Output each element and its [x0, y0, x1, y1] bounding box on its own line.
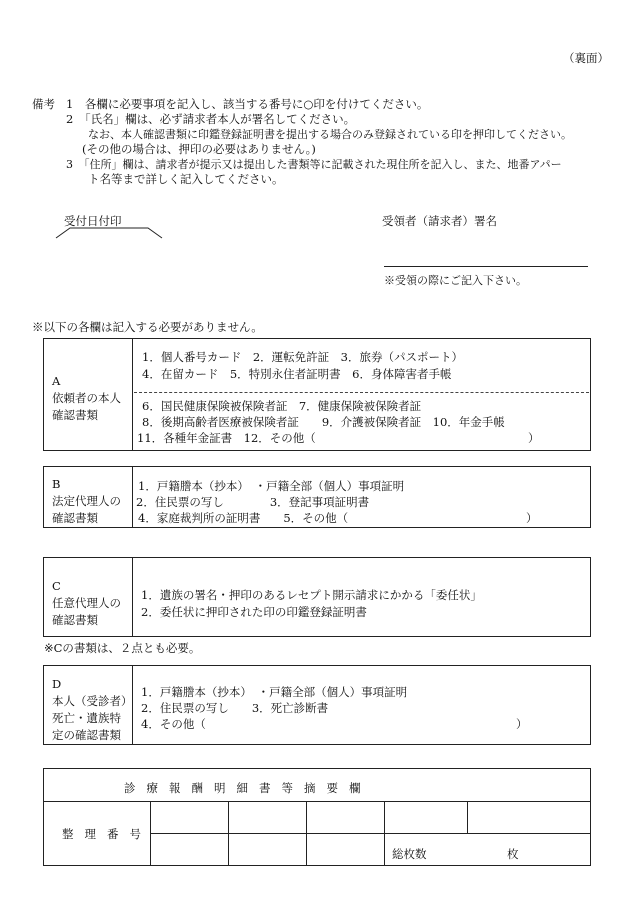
section-c-divider	[132, 557, 133, 637]
section-c-line-2: 2．委任状に押印された印の印鑑登録証明書	[141, 605, 367, 619]
section-a-line-3: 6．国民健康保険被保険者証 7．健康保険被保険者証	[142, 399, 422, 413]
remark-line-3: なお、本人確認書類に印鑑登録証明書を提出する場合のみ登録されている印を押印してください。	[88, 128, 572, 141]
summary-total-label: 総枚数	[392, 847, 427, 861]
summary-cell[interactable]	[151, 834, 227, 865]
section-a-label: A 依頼者の本人 確認書類	[52, 374, 121, 422]
summary-row-label: 整理番号	[62, 827, 152, 841]
summary-cell[interactable]	[229, 802, 305, 832]
section-d-line-2: 2．住民票の写し 3．死亡診断書	[141, 701, 329, 715]
section-a-close-paren: ）	[528, 431, 540, 445]
section-d-close-paren: ）	[516, 717, 528, 731]
recipient-label: 受領者（請求者）署名	[382, 214, 497, 228]
no-fill-note: ※以下の各欄は記入する必要がありません。	[32, 320, 263, 334]
section-b-line-1: 1．戸籍謄本（抄本） ・戸籍全部（個人）事項証明	[138, 479, 405, 493]
page-side-label: （裏面）	[563, 51, 609, 65]
section-c-note: ※Cの書類は、２点とも必要。	[44, 641, 201, 655]
section-b-line-2: 2．住民票の写し 3．登記事項証明書	[136, 495, 370, 509]
section-a-line-4: 8．後期高齢者医療被保険者証 9．介護被保険者証 10．年金手帳	[142, 415, 505, 429]
section-b-divider	[132, 466, 133, 528]
section-a-line-2: 4．在留カード 5．特別永住者証明書 6．身体障害者手帳	[142, 367, 452, 381]
remark-line-6: ト名等まで詳しく記入してください。	[88, 172, 284, 186]
summary-cell[interactable]	[229, 834, 305, 865]
section-a-line-1: 1．個人番号カード 2．運転免許証 3．旅券（パスポート）	[142, 350, 463, 364]
remark-line-2: 2 「氏名」欄は、必ず請求者本人が署名してください。	[66, 112, 356, 126]
section-a-divider	[132, 338, 133, 451]
remark-line-1: 1 各欄に必要事項を記入し、該当する番号に○印を付けてください。	[66, 97, 429, 111]
section-c-label: C 任意代理人の 確認書類	[52, 579, 121, 627]
section-d-line-1: 1．戸籍謄本（抄本） ・戸籍全部（個人）事項証明	[141, 685, 408, 699]
summary-cell[interactable]	[468, 802, 590, 832]
summary-title: 診療報酬明細書等摘要欄	[124, 781, 372, 795]
remarks-heading: 備考	[32, 97, 55, 111]
section-d-label: D 本人（受診者） 死亡・遺族特 定の確認書類	[52, 677, 133, 742]
section-a-dashed	[134, 392, 589, 393]
summary-cell[interactable]	[307, 834, 383, 865]
summary-cell[interactable]	[151, 802, 227, 832]
summary-cell[interactable]	[385, 802, 466, 832]
section-d-line-3: 4．その他（	[141, 717, 206, 731]
remark-line-5: 3 「住所」欄は、請求者が提示又は提出した書類等に記載された現住所を記入し、また、地番アパー	[66, 158, 562, 171]
signature-line[interactable]	[384, 266, 588, 267]
summary-cell[interactable]	[307, 802, 383, 832]
stamp-arc	[50, 226, 170, 240]
recipient-note: ※受領の際にご記入下さい。	[384, 274, 527, 287]
section-b-line-3: 4．家庭裁判所の証明書 5．その他（	[138, 511, 349, 525]
section-c-line-1: 1．遺族の署名・押印のあるレセプト開示請求にかかる「委任状」	[141, 588, 482, 602]
section-a-line-5: 11．各種年金証書 12．その他（	[137, 431, 316, 445]
summary-unit: 枚	[507, 847, 519, 861]
stamp-label: 受付日付印	[64, 214, 122, 228]
section-b-label: B 法定代理人の 確認書類	[52, 477, 121, 525]
section-b-close-paren: ）	[526, 511, 538, 525]
remark-line-4: (その他の場合は、押印の必要はありません。)	[82, 142, 316, 156]
